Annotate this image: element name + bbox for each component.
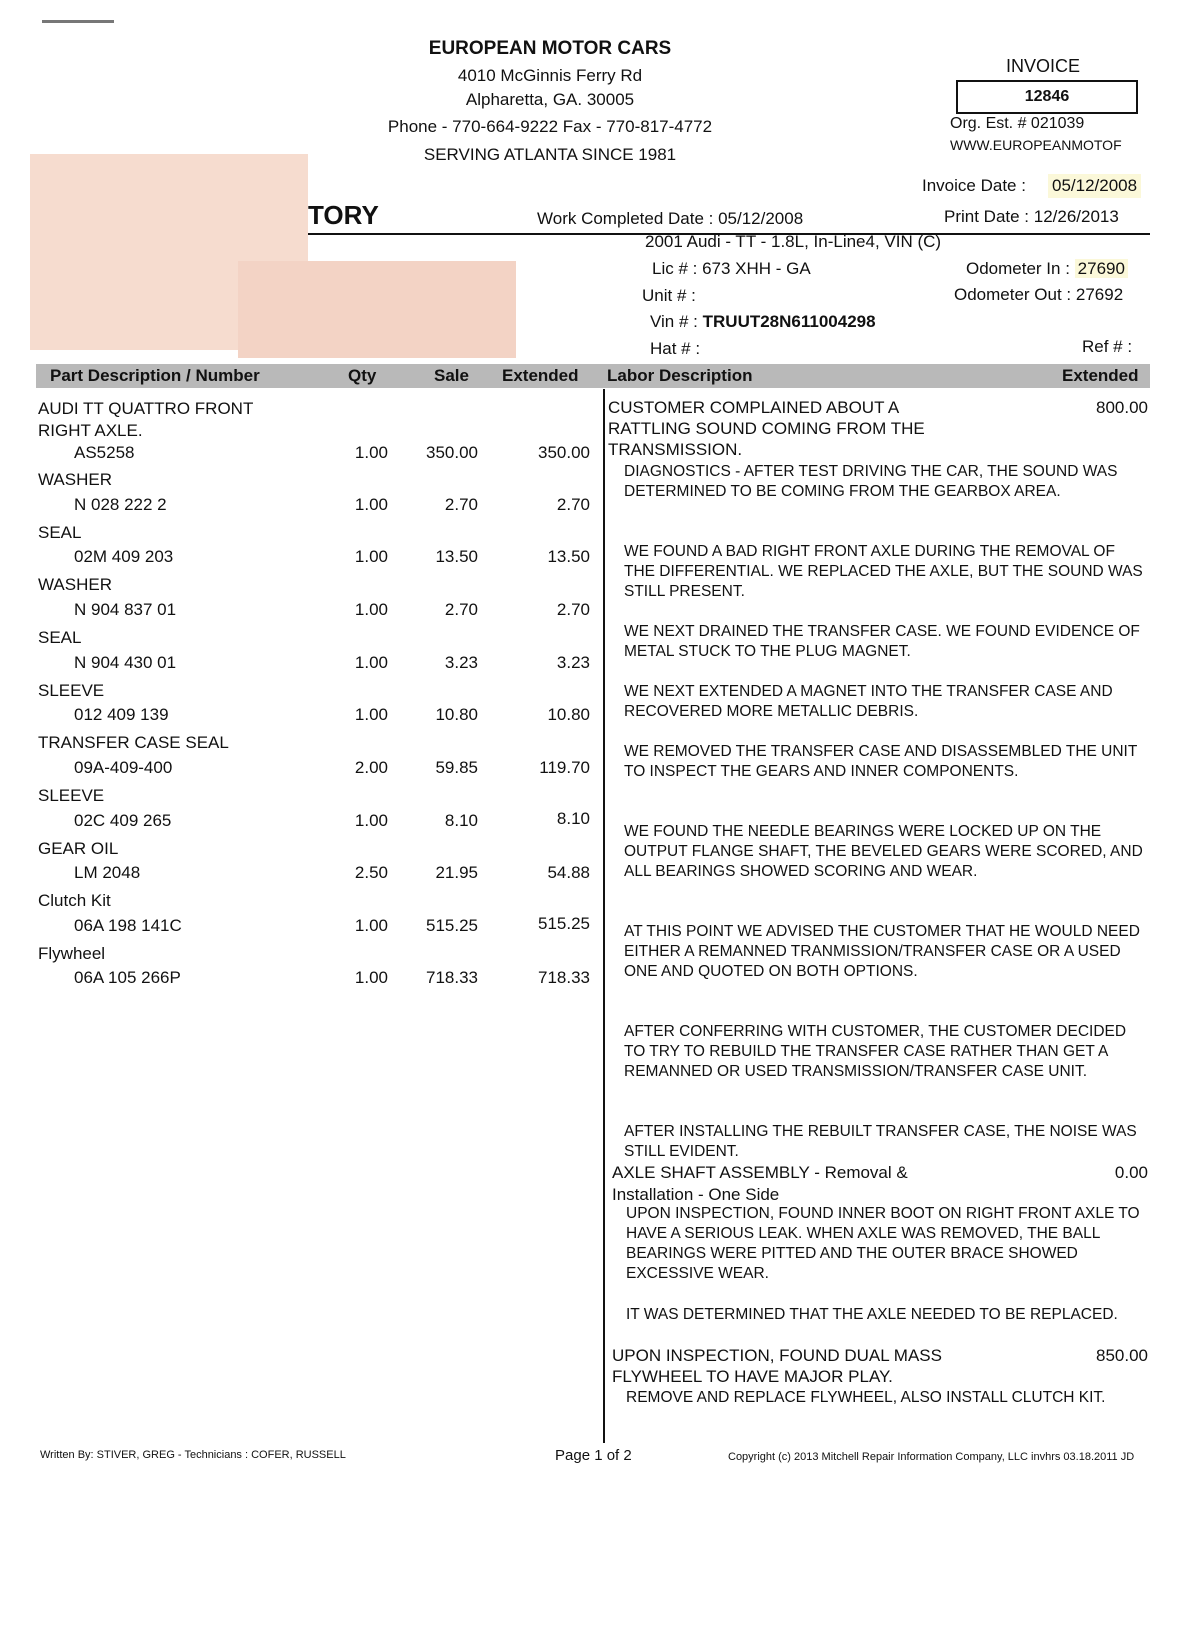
- odometer-in: [966, 259, 1128, 279]
- part-qty: 1.00: [354, 811, 388, 830]
- odometer-in-label: Odometer In :: [966, 259, 1075, 278]
- part-qty: 1.00: [354, 600, 388, 619]
- part-qty: 2.00: [354, 758, 388, 777]
- shop-name: EUROPEAN MOTOR CARS: [428, 38, 672, 59]
- shop-phone-fax: Phone - 770-664-9222 Fax - 770-817-4772: [387, 117, 713, 136]
- part-sale: 2.70: [444, 600, 478, 619]
- part-extended: 2.70: [556, 495, 590, 514]
- document-title: TORY: [308, 200, 379, 230]
- part-number: 06A 105 266P: [74, 968, 181, 987]
- column-divider: [603, 389, 605, 1443]
- redaction-block: [238, 261, 516, 358]
- part-name: WASHER: [38, 470, 112, 489]
- labor-item-title-cont: TRANSMISSION.: [608, 440, 743, 459]
- part-extended: 718.33: [538, 968, 590, 987]
- part-sale: 515.25: [426, 916, 478, 935]
- labor-item-amount: 850.00: [1096, 1346, 1148, 1365]
- part-name: Clutch Kit: [38, 891, 111, 910]
- labor-note: AFTER INSTALLING THE REBUILT TRANSFER CASE, THE NOISE WAS STILL EVIDENT.: [624, 1123, 1137, 1160]
- labor-note: WE FOUND A BAD RIGHT FRONT AXLE DURING THE REMOVAL OF THE DIFFERENTIAL. WE REPLACED THE AXLE, BUT THE SOUND WAS STILL PRESENT.: [624, 543, 1143, 600]
- part-name: SLEEVE: [38, 681, 105, 700]
- part-name: TRANSFER CASE SEAL: [38, 733, 229, 752]
- part-number: AS5258: [74, 443, 135, 462]
- part-extended: 3.23: [556, 653, 590, 672]
- labor-note: UPON INSPECTION, FOUND INNER BOOT ON RIGHT FRONT AXLE TO HAVE A SERIOUS LEAK. WHEN AXLE WAS REMOVED, THE BALL BEARINGS WERE PITTED AND THE OUTER BRACE SHOWED EXCESSIVE WEAR.: [626, 1205, 1140, 1282]
- hat-number: Hat # :: [650, 339, 701, 358]
- part-sale: 3.23: [444, 653, 478, 672]
- part-sale: 350.00: [426, 443, 478, 462]
- part-sale: 718.33: [426, 968, 478, 987]
- part-qty: 1.00: [354, 495, 388, 514]
- labor-item-amount: 800.00: [1096, 398, 1148, 417]
- part-qty: 1.00: [354, 653, 388, 672]
- labor-note: WE NEXT EXTENDED A MAGNET INTO THE TRANSFER CASE AND RECOVERED MORE METALLIC DEBRIS.: [624, 683, 1113, 720]
- part-number: 02M 409 203: [74, 547, 174, 566]
- unit-number: Unit # :: [642, 286, 696, 305]
- col-sale: Sale: [434, 366, 469, 385]
- scan-mark: [42, 20, 114, 23]
- print-date: Print Date : 12/26/2013: [944, 207, 1119, 226]
- website: WWW.EUROPEANMOTOF: [950, 137, 1122, 153]
- part-name: Flywheel: [38, 944, 106, 963]
- col-qty: Qty: [348, 366, 377, 385]
- license-plate: Lic # : 673 XHH - GA: [652, 259, 811, 278]
- part-number: LM 2048: [74, 863, 141, 882]
- part-sale: 10.80: [435, 705, 478, 724]
- part-extended: 350.00: [538, 443, 590, 462]
- part-sale: 21.95: [435, 863, 478, 882]
- vin: [650, 312, 876, 332]
- part-sale: 59.85: [435, 758, 478, 777]
- odometer-in-value: 27690: [1075, 259, 1128, 278]
- part-name: WASHER: [38, 575, 112, 594]
- part-extended: 515.25: [538, 914, 590, 933]
- part-extended: 10.80: [547, 705, 590, 724]
- copyright: Copyright (c) 2013 Mitchell Repair Information Company, LLC invhrs 03.18.2011 JD: [728, 1451, 1135, 1463]
- part-sale: 2.70: [444, 495, 478, 514]
- part-number: 06A 198 141C: [74, 916, 182, 935]
- labor-note: WE FOUND THE NEEDLE BEARINGS WERE LOCKED UP ON THE OUTPUT FLANGE SHAFT, THE BEVELED GEARS WERE SCORED, AND ALL BEARINGS SHOWED SCORING AND WEAR.: [624, 823, 1143, 880]
- part-number: N 904 837 01: [74, 600, 177, 619]
- part-qty: 1.00: [354, 705, 388, 724]
- part-name: SLEEVE: [38, 786, 105, 805]
- part-qty: 1.00: [354, 547, 388, 566]
- invoice-date-label: Invoice Date :: [922, 176, 1026, 195]
- page-number: Page 1 of 2: [555, 1447, 632, 1464]
- labor-note: DIAGNOSTICS - AFTER TEST DRIVING THE CAR, THE SOUND WAS DETERMINED TO BE COMING FROM THE GEARBOX AREA.: [624, 463, 1118, 500]
- col-labor-extended: Extended: [1062, 366, 1139, 385]
- col-part-description: Part Description / Number: [50, 366, 260, 385]
- part-name-cont: RIGHT AXLE.: [38, 421, 143, 440]
- part-name: AUDI TT QUATTRO FRONT: [38, 399, 254, 418]
- part-qty: 1.00: [354, 968, 388, 987]
- labor-item-amount: 0.00: [1114, 1163, 1148, 1182]
- part-extended: 119.70: [539, 758, 590, 777]
- part-number: 09A-409-400: [74, 758, 173, 777]
- labor-item-title: UPON INSPECTION, FOUND DUAL MASS: [612, 1346, 942, 1365]
- part-qty: 1.00: [354, 916, 388, 935]
- vin-value: TRUUT28N611004298: [702, 312, 876, 331]
- labor-item-title: CUSTOMER COMPLAINED ABOUT A: [608, 398, 900, 417]
- labor-item-title-cont: FLYWHEEL TO HAVE MAJOR PLAY.: [612, 1367, 893, 1386]
- labor-item-title: AXLE SHAFT ASSEMBLY - Removal &: [612, 1163, 908, 1182]
- odometer-out: Odometer Out : 27692: [954, 285, 1124, 304]
- part-qty: 2.50: [354, 863, 388, 882]
- ref-number: Ref # :: [1082, 337, 1133, 356]
- work-completed-date: Work Completed Date : 05/12/2008: [537, 209, 804, 228]
- part-extended: 2.70: [556, 600, 590, 619]
- invoice-date: 05/12/2008: [1048, 174, 1141, 198]
- part-name: GEAR OIL: [38, 839, 119, 858]
- part-name: SEAL: [38, 523, 82, 542]
- part-sale: 8.10: [444, 811, 478, 830]
- org-estimate: Org. Est. # 021039: [950, 115, 1085, 132]
- labor-note: REMOVE AND REPLACE FLYWHEEL, ALSO INSTALL CLUTCH KIT.: [626, 1389, 1106, 1406]
- part-sale: 13.50: [435, 547, 478, 566]
- part-number: 012 409 139: [74, 705, 169, 724]
- vin-label: Vin # :: [650, 312, 703, 331]
- labor-note: WE NEXT DRAINED THE TRANSFER CASE. WE FOUND EVIDENCE OF METAL STUCK TO THE PLUG MAGNET.: [624, 623, 1140, 660]
- labor-note: AFTER CONFERRING WITH CUSTOMER, THE CUSTOMER DECIDED TO TRY TO REBUILD THE TRANSFER CASE RATHER THAN GET A REMANNED OR USED TRANSMISSION/TRANSFER CASE UNIT.: [624, 1023, 1127, 1080]
- written-by: Written By: STIVER, GREG - Technicians : COFER, RUSSELL: [40, 1449, 346, 1461]
- labor-note: AT THIS POINT WE ADVISED THE CUSTOMER THAT HE WOULD NEED EITHER A REMANNED TRANMISSION/TRANSFER CASE OR A USED ONE AND QUOTED ON BOTH OPTIONS.: [624, 923, 1140, 980]
- labor-item-title-cont: RATTLING SOUND COMING FROM THE: [608, 419, 925, 438]
- part-number: 02C 409 265: [74, 811, 172, 830]
- labor-note: WE REMOVED THE TRANSFER CASE AND DISASSEMBLED THE UNIT TO INSPECT THE GEARS AND INNER COMPONENTS.: [624, 743, 1138, 780]
- labor-item-title-cont: Installation - One Side: [612, 1185, 780, 1204]
- part-name: SEAL: [38, 628, 82, 647]
- invoice-label: INVOICE: [1006, 56, 1081, 76]
- shop-address-line2: Alpharetta, GA. 30005: [465, 90, 635, 109]
- invoice-number: 12846: [956, 80, 1138, 114]
- part-number: N 904 430 01: [74, 653, 177, 672]
- col-extended: Extended: [502, 366, 579, 385]
- part-qty: 1.00: [354, 443, 388, 462]
- shop-address-line1: 4010 McGinnis Ferry Rd: [457, 66, 643, 85]
- part-extended: 54.88: [547, 863, 590, 882]
- part-number: N 028 222 2: [74, 495, 167, 514]
- vehicle-description: 2001 Audi - TT - 1.8L, In-Line4, VIN (C): [645, 232, 942, 251]
- labor-note: IT WAS DETERMINED THAT THE AXLE NEEDED TO BE REPLACED.: [626, 1306, 1118, 1323]
- part-extended: 8.10: [556, 809, 590, 828]
- shop-tagline: SERVING ATLANTA SINCE 1981: [423, 145, 677, 164]
- col-labor-description: Labor Description: [607, 366, 753, 385]
- part-extended: 13.50: [547, 547, 590, 566]
